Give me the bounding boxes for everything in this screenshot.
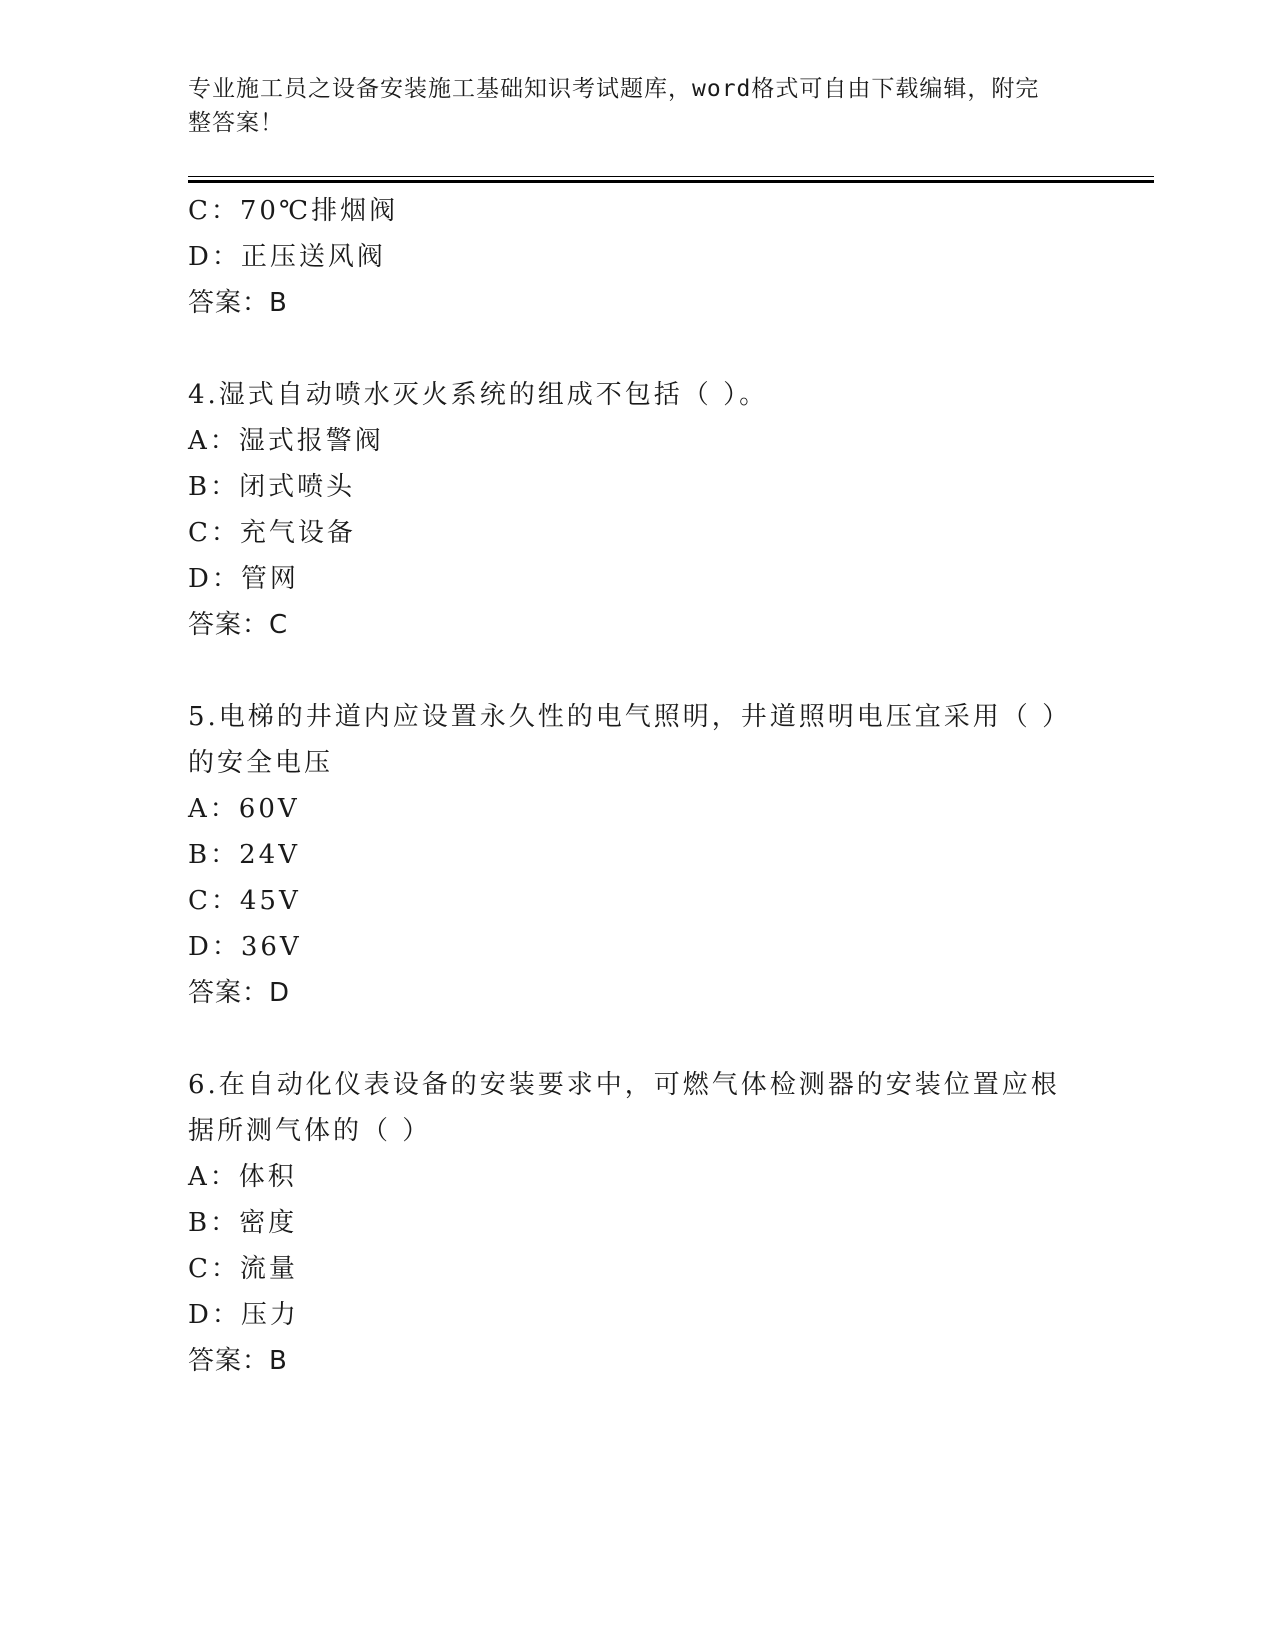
question-text-continued: 的安全电压 xyxy=(188,748,334,778)
option-c: C：充气设备 xyxy=(188,518,356,548)
header-divider-thin xyxy=(188,176,1154,177)
option-a: A：体积 xyxy=(188,1162,297,1192)
question-text-continued: 据所测气体的（ ） xyxy=(188,1116,432,1146)
option-a: A：60V xyxy=(188,794,300,824)
option-d: D：压力 xyxy=(188,1300,299,1330)
question-text: 6.在自动化仪表设备的安装要求中，可燃气体检测器的安装位置应根 xyxy=(188,1070,1060,1100)
option-d: D：36V xyxy=(188,932,302,962)
question-text: 5.电梯的井道内应设置永久性的电气照明，井道照明电压宜采用（ ） xyxy=(188,702,1072,732)
answer: 答案：B xyxy=(188,1346,288,1376)
question-list xyxy=(188,188,1088,1384)
option-c: C：45V xyxy=(188,886,301,916)
answer: 答案：C xyxy=(188,610,289,640)
option-c: C：70℃排烟阀 xyxy=(188,196,399,226)
document-header xyxy=(188,72,1068,140)
question-4 xyxy=(188,372,1088,648)
header-line-2: 整答案！ xyxy=(188,110,284,136)
option-a: A：湿式报警阀 xyxy=(188,426,384,456)
option-d: D：正压送风阀 xyxy=(188,242,386,272)
header-divider-thick xyxy=(188,180,1154,183)
question-text: 4.湿式自动喷水灭火系统的组成不包括（ ）。 xyxy=(188,380,769,410)
answer: 答案：B xyxy=(188,288,288,318)
question-6 xyxy=(188,1062,1088,1384)
option-c: C：流量 xyxy=(188,1254,298,1284)
question-3-continued xyxy=(188,188,1088,326)
option-b: B：闭式喷头 xyxy=(188,472,356,502)
option-d: D：管网 xyxy=(188,564,299,594)
answer: 答案：D xyxy=(188,978,291,1008)
option-b: B：密度 xyxy=(188,1208,298,1238)
option-b: B：24V xyxy=(188,840,300,870)
header-line-1: 专业施工员之设备安装施工基础知识考试题库，word格式可自由下载编辑，附完 xyxy=(188,76,1040,102)
question-5 xyxy=(188,694,1088,1016)
